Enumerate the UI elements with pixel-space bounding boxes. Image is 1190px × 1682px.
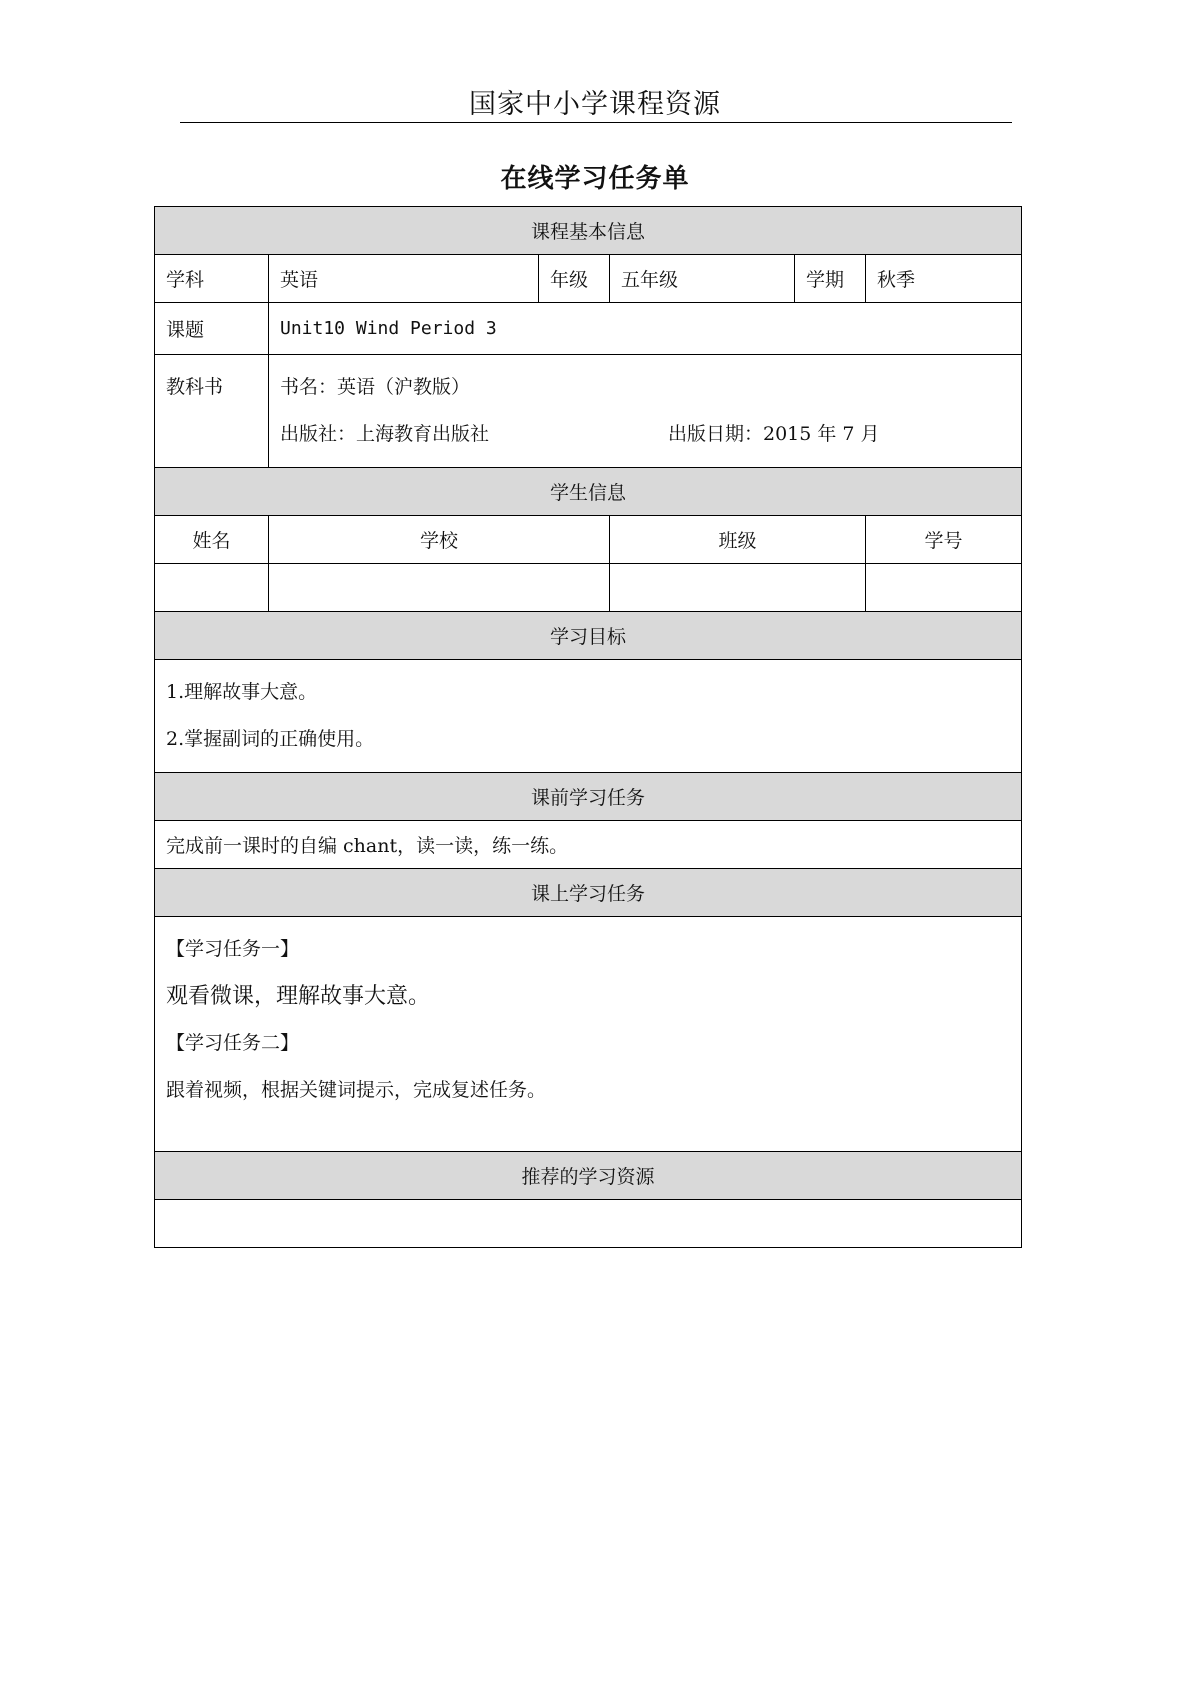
student-id-input-cell[interactable] [866, 564, 1022, 612]
class-label: 班级 [610, 516, 866, 564]
objective-item-2: 2.掌握副词的正确使用。 [166, 728, 375, 750]
publisher: 出版社：上海教育出版社 [280, 423, 490, 445]
task-sheet-table [154, 206, 1022, 1248]
publisher-line [280, 411, 1010, 458]
term-label: 学期 [795, 255, 866, 303]
student-id-label: 学号 [866, 516, 1022, 564]
name-input-cell[interactable] [155, 564, 269, 612]
term-value: 秋季 [866, 255, 1022, 303]
task2-title: 【学习任务二】 [166, 1032, 300, 1054]
subject-label: 学科 [155, 255, 269, 303]
grade-label: 年级 [539, 255, 610, 303]
course-info-header: 课程基本信息 [155, 207, 1022, 255]
in-class-content [155, 917, 1022, 1152]
school-label: 学校 [269, 516, 610, 564]
topic-value: Unit10 Wind Period 3 [269, 303, 1022, 355]
textbook-label-text: 教科书 [166, 376, 224, 398]
class-input-cell[interactable] [610, 564, 866, 612]
subject-value: 英语 [269, 255, 539, 303]
textbook-label [155, 355, 269, 468]
objectives-content [155, 660, 1022, 773]
task2-content: 跟着视频，根据关键词提示，完成复述任务。 [166, 1079, 547, 1101]
header-rule [180, 122, 1012, 123]
resources-header: 推荐的学习资源 [155, 1152, 1022, 1200]
school-input-cell[interactable] [269, 564, 610, 612]
book-name: 书名：英语（沪教版） [280, 376, 471, 398]
document-title: 在线学习任务单 [500, 164, 690, 194]
header-title: 国家中小学课程资源 [469, 89, 721, 120]
pre-class-content: 完成前一课时的自编 chant，读一读，练一练。 [155, 821, 1022, 869]
publish-date: 出版日期：2015 年 7 月 [668, 423, 880, 445]
textbook-value [269, 355, 1022, 468]
student-info-header: 学生信息 [155, 468, 1022, 516]
resources-content[interactable] [155, 1200, 1022, 1248]
topic-label: 课题 [155, 303, 269, 355]
pre-class-header: 课前学习任务 [155, 773, 1022, 821]
objective-item-1: 1.理解故事大意。 [166, 681, 318, 703]
task1-title: 【学习任务一】 [166, 938, 300, 960]
in-class-header: 课上学习任务 [155, 869, 1022, 917]
objectives-header: 学习目标 [155, 612, 1022, 660]
name-label: 姓名 [155, 516, 269, 564]
grade-value: 五年级 [610, 255, 795, 303]
task1-content: 观看微课，理解故事大意。 [166, 984, 431, 1009]
